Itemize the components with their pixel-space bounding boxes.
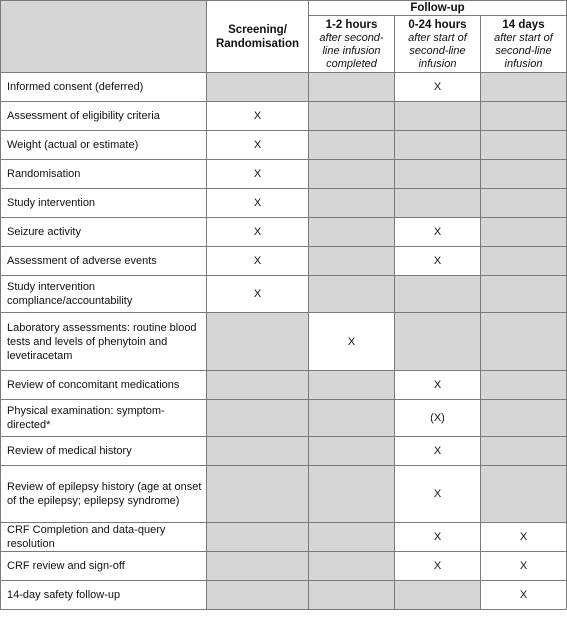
table-row [1, 218, 567, 247]
schedule-cell [207, 466, 309, 523]
timepoint-subtitle: after start of second-line infusion [408, 31, 467, 70]
row-label: 14-day safety follow-up [1, 581, 207, 610]
screening-header: Screening/ Randomisation [207, 1, 309, 73]
schedule-cell [309, 466, 395, 523]
schedule-cell: X [395, 371, 481, 400]
table-row [1, 160, 567, 189]
schedule-cell [481, 189, 567, 218]
schedule-cell [395, 313, 481, 371]
schedule-cell [309, 552, 395, 581]
timepoint-header-3 [481, 16, 567, 73]
timepoint-subtitle: after second-line infusion completed [319, 31, 384, 70]
row-label: Informed consent (deferred) [1, 73, 207, 102]
schedule-cell [309, 102, 395, 131]
schedule-cell [309, 189, 395, 218]
schedule-cell [309, 218, 395, 247]
row-label: Physical examination: symptom-directed* [1, 400, 207, 437]
row-label: Review of concomitant medications [1, 371, 207, 400]
row-label: Review of epilepsy history (age at onset of the epilepsy; epilepsy syndrome) [1, 466, 207, 523]
schedule-cell: X [395, 523, 481, 552]
table-row [1, 552, 567, 581]
schedule-cell [207, 437, 309, 466]
schedule-cell: X [207, 276, 309, 313]
schedule-cell [207, 73, 309, 102]
timepoint-header-2 [395, 16, 481, 73]
schedule-cell: X [207, 189, 309, 218]
table-row [1, 437, 567, 466]
schedule-cell [309, 400, 395, 437]
schedule-cell: X [395, 552, 481, 581]
schedule-cell [481, 160, 567, 189]
table-row [1, 73, 567, 102]
timepoint-title: 0-24 hours [408, 18, 467, 31]
schedule-cell [309, 160, 395, 189]
schedule-cell [309, 523, 395, 552]
schedule-cell: (X) [395, 400, 481, 437]
schedule-cell [481, 466, 567, 523]
row-label: Review of medical history [1, 437, 207, 466]
schedule-cell: X [207, 218, 309, 247]
row-label: CRF review and sign-off [1, 552, 207, 581]
schedule-cell [481, 247, 567, 276]
timepoint-title: 1-2 hours [325, 18, 378, 31]
schedule-cell [395, 102, 481, 131]
table-row [1, 581, 567, 610]
table-row [1, 400, 567, 437]
schedule-cell: X [395, 247, 481, 276]
row-label: CRF Completion and data-query resolution [1, 523, 207, 552]
schedule-cell [395, 581, 481, 610]
schedule-cell: X [207, 131, 309, 160]
schedule-cell [309, 247, 395, 276]
table-row [1, 102, 567, 131]
row-label: Assessment of adverse events [1, 247, 207, 276]
table-row [1, 189, 567, 218]
schedule-cell [395, 189, 481, 218]
schedule-cell [481, 131, 567, 160]
schedule-cell: X [481, 523, 567, 552]
schedule-cell: X [395, 73, 481, 102]
schedule-cell [481, 218, 567, 247]
table-row [1, 466, 567, 523]
schedule-cell: X [481, 581, 567, 610]
schedule-cell [481, 371, 567, 400]
schedule-cell [309, 437, 395, 466]
row-label: Weight (actual or estimate) [1, 131, 207, 160]
table-row [1, 371, 567, 400]
table-row [1, 276, 567, 313]
schedule-cell [481, 73, 567, 102]
row-label: Assessment of eligibility criteria [1, 102, 207, 131]
row-label: Study intervention [1, 189, 207, 218]
schedule-cell [395, 276, 481, 313]
row-label: Seizure activity [1, 218, 207, 247]
schedule-cell [395, 131, 481, 160]
schedule-cell [309, 581, 395, 610]
schedule-cell: X [207, 247, 309, 276]
schedule-cell [207, 400, 309, 437]
schedule-cell [207, 371, 309, 400]
timepoint-header-1 [309, 16, 395, 73]
schedule-cell [207, 313, 309, 371]
schedule-cell: X [309, 313, 395, 371]
schedule-cell [309, 131, 395, 160]
table-row [1, 247, 567, 276]
schedule-cell [207, 523, 309, 552]
schedule-cell: X [481, 552, 567, 581]
row-label: Laboratory assessments: routine blood tests and levels of phenytoin and levetiracetam [1, 313, 207, 371]
followup-header: Follow-up [309, 1, 567, 16]
timepoint-subtitle: after start of second-line infusion [494, 31, 553, 70]
schedule-cell [481, 102, 567, 131]
schedule-cell [309, 73, 395, 102]
schedule-cell [481, 437, 567, 466]
schedule-cell: X [395, 437, 481, 466]
schedule-cell [207, 581, 309, 610]
row-label: Study intervention compliance/accountability [1, 276, 207, 313]
schedule-cell [481, 276, 567, 313]
table-row [1, 313, 567, 371]
schedule-cell: X [207, 102, 309, 131]
schedule-cell [207, 552, 309, 581]
row-label: Randomisation [1, 160, 207, 189]
schedule-cell [481, 313, 567, 371]
schedule-cell [395, 160, 481, 189]
table-row [1, 523, 567, 552]
schedule-cell: X [395, 466, 481, 523]
corner-header-cell [1, 1, 207, 73]
schedule-cell [309, 276, 395, 313]
schedule-body [1, 73, 567, 610]
timepoint-title: 14 days [502, 18, 545, 31]
schedule-cell [309, 371, 395, 400]
schedule-cell: X [207, 160, 309, 189]
schedule-cell [481, 400, 567, 437]
schedule-cell: X [395, 218, 481, 247]
table-row [1, 131, 567, 160]
